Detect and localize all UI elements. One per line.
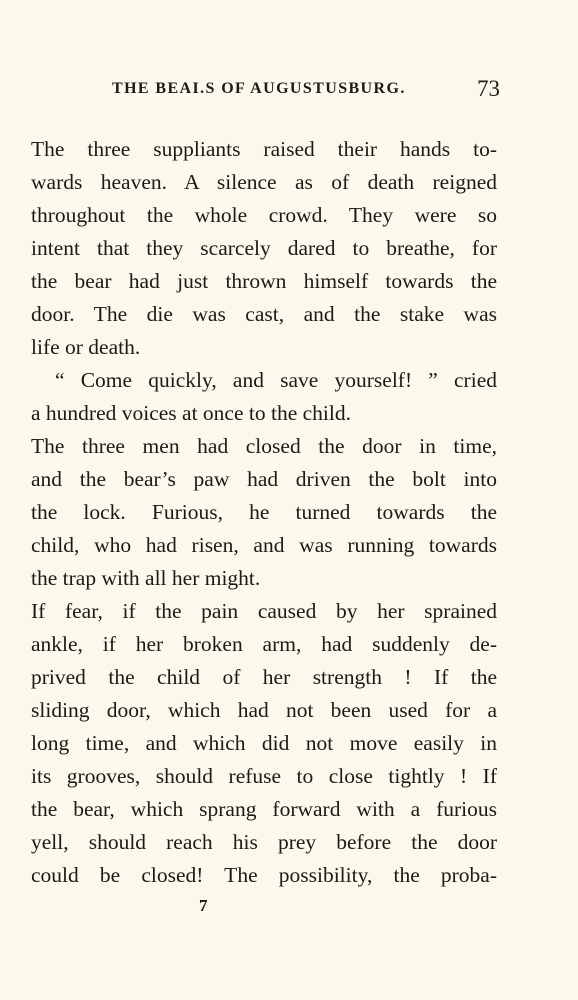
- text-line: intent that they scarcely dared to breathe, for: [31, 236, 497, 260]
- text-line: life or death.: [31, 335, 141, 359]
- text-line: If fear, if the pain caused by her sprained: [31, 599, 497, 623]
- text-line: long time, and which did not move easily in: [31, 731, 497, 755]
- text-line: prived the child of her strength ! If the: [31, 665, 497, 689]
- text-line: the trap with all her might.: [31, 566, 261, 590]
- text-line: and the bear’s paw had driven the bolt into: [31, 467, 497, 491]
- page-number: 73: [477, 76, 500, 101]
- text-line: “ Come quickly, and save yourself! ” cried: [55, 368, 497, 392]
- text-line: child, who had risen, and was running towards: [31, 533, 497, 557]
- text-line: a hundred voices at once to the child.: [31, 401, 352, 425]
- text-line: ankle, if her broken arm, had suddenly de-: [31, 632, 497, 656]
- signature-mark: 7: [199, 896, 208, 915]
- text-line: yell, should reach his prey before the door: [31, 830, 497, 854]
- text-line: sliding door, which had not been used for a: [31, 698, 497, 722]
- text-line: its grooves, should refuse to close tightly ! If: [31, 764, 497, 788]
- text-line: door. The die was cast, and the stake was: [31, 302, 497, 326]
- text-line: the bear had just thrown himself towards the: [31, 269, 497, 293]
- text-line: wards heaven. A silence as of death reigned: [31, 170, 497, 194]
- text-line: the bear, which sprang forward with a furious: [31, 797, 497, 821]
- text-line: The three suppliants raised their hands to-: [31, 137, 497, 161]
- running-title: THE BEAI.S OF AUGUSTUSBURG.: [112, 80, 406, 97]
- text-line: The three men had closed the door in time,: [31, 434, 497, 458]
- text-line: could be closed! The possibility, the proba-: [31, 863, 497, 887]
- body-text: [31, 133, 497, 892]
- text-line: the lock. Furious, he turned towards the: [31, 500, 497, 524]
- text-line: throughout the whole crowd. They were so: [31, 203, 497, 227]
